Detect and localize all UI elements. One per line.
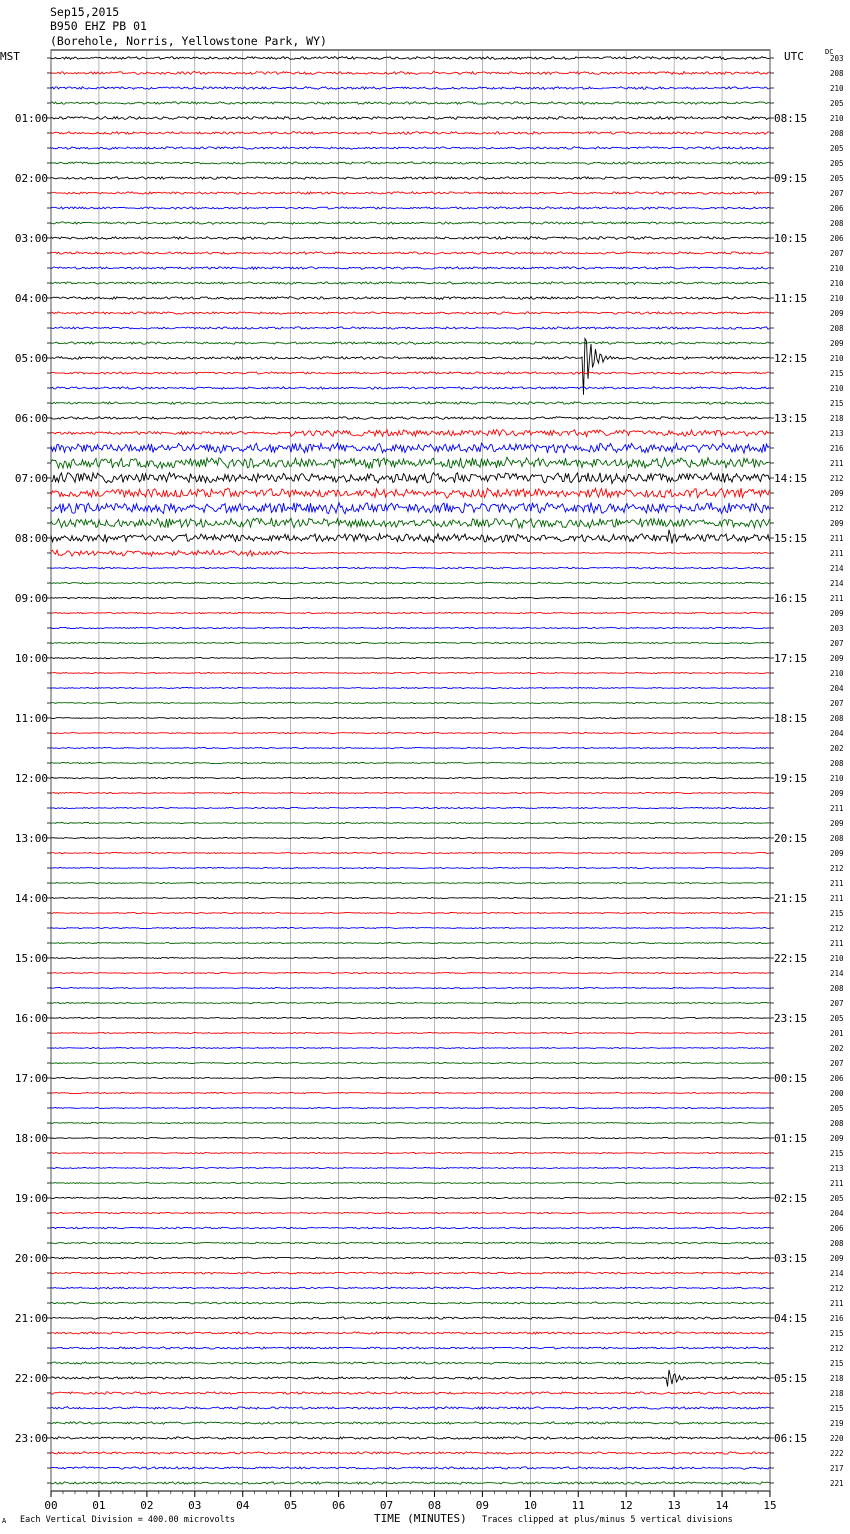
dc-offset-label: 207: [830, 999, 844, 1008]
trace-4: [51, 117, 770, 120]
dc-offset-label: 213: [830, 429, 844, 438]
seismic-traces: [51, 57, 770, 1485]
right-hour-label: 09:15: [774, 172, 808, 185]
right-hour-label: 16:15: [774, 592, 808, 605]
dc-offset-label: 211: [830, 534, 844, 543]
right-hour-label: 22:15: [774, 952, 808, 965]
trace-57: [51, 912, 770, 913]
dc-offset-label: 209: [830, 489, 844, 498]
trace-51: [51, 822, 770, 823]
dc-offset-label: 209: [830, 789, 844, 798]
trace-30: [51, 503, 770, 514]
right-hour-label: 15:15: [774, 532, 808, 545]
axis-labels: [15, 54, 844, 1512]
dc-offset-label: 217: [830, 1464, 844, 1473]
dc-offset-label: 211: [830, 804, 844, 813]
right-hour-label: 20:15: [774, 832, 808, 845]
trace-39: [51, 642, 770, 643]
dc-offset-label: 210: [830, 354, 844, 363]
x-tick-label-01: 01: [92, 1499, 106, 1512]
trace-54: [51, 867, 770, 868]
dc-offset-label: 215: [830, 399, 844, 408]
dc-offset-label: 218: [830, 414, 844, 423]
dc-offset-label: 209: [830, 654, 844, 663]
dc-offset-label: 212: [830, 924, 844, 933]
left-hour-label: 10:00: [14, 652, 48, 665]
x-tick-label-09: 09: [475, 1499, 490, 1512]
trace-41: [51, 672, 770, 673]
trace-62: [51, 987, 770, 988]
trace-45: [51, 732, 770, 733]
dc-offset-label: 211: [830, 459, 844, 468]
trace-27: [51, 457, 770, 468]
right-hour-label: 10:15: [774, 232, 808, 245]
trace-63: [51, 1002, 770, 1003]
dc-offset-label: 206: [830, 1074, 844, 1083]
dc-header-label: DC: [825, 48, 834, 56]
dc-offset-label: 210: [830, 114, 844, 123]
dc-offset-label: 211: [830, 594, 844, 603]
x-tick-label-12: 12: [619, 1499, 633, 1512]
trace-16: [51, 297, 770, 300]
trace-15: [51, 282, 770, 285]
right-hour-label: 01:15: [774, 1132, 808, 1145]
station-code: B950 EHZ PB 01: [50, 19, 147, 33]
dc-offset-label: 205: [830, 99, 844, 108]
right-hour-label: 21:15: [774, 892, 808, 905]
left-hour-label: 23:00: [14, 1432, 48, 1445]
dc-offset-label: 205: [830, 1194, 844, 1203]
dc-offset-label: 213: [830, 1164, 844, 1173]
dc-offset-label: 215: [830, 909, 844, 918]
dc-offset-label: 218: [830, 1389, 844, 1398]
dc-offset-label: 214: [830, 579, 844, 588]
trace-3: [51, 102, 770, 105]
trace-84: [51, 1317, 770, 1319]
trace-35: [51, 582, 770, 584]
trace-29: [51, 488, 770, 498]
trace-67: [51, 1062, 770, 1063]
footer-mark: A: [2, 1517, 7, 1525]
trace-2: [51, 87, 770, 90]
trace-7: [51, 162, 770, 165]
trace-20: [51, 339, 770, 395]
trace-38: [51, 627, 770, 629]
right-hour-label: 13:15: [774, 412, 808, 425]
trace-64: [51, 1017, 770, 1018]
dc-offset-label: 202: [830, 1044, 844, 1053]
dc-offset-label: 214: [830, 969, 844, 978]
left-hour-label: 17:00: [14, 1072, 48, 1085]
dc-offset-label: 211: [830, 549, 844, 558]
x-tick-label-03: 03: [188, 1499, 202, 1512]
x-tick-label-05: 05: [284, 1499, 298, 1512]
trace-8: [51, 177, 770, 180]
left-hour-label: 01:00: [14, 112, 48, 125]
dc-offset-label: 210: [830, 294, 844, 303]
dc-offset-label: 209: [830, 1254, 844, 1263]
trace-53: [51, 852, 770, 853]
dc-offset-label: 218: [830, 1374, 844, 1383]
left-hour-label: 19:00: [14, 1192, 48, 1205]
trace-42: [51, 687, 770, 688]
dc-offset-label: 211: [830, 1299, 844, 1308]
right-hour-label: 05:15: [774, 1372, 808, 1385]
dc-offset-label: 208: [830, 219, 844, 228]
dc-offset-label: 201: [830, 1029, 844, 1038]
trace-95: [51, 1482, 770, 1485]
dc-offset-label: 203: [830, 624, 844, 633]
trace-88: [51, 1370, 770, 1387]
trace-68: [51, 1077, 770, 1078]
left-hour-label: 03:00: [14, 232, 48, 245]
trace-82: [51, 1287, 770, 1289]
trace-77: [51, 1212, 770, 1214]
trace-0: [51, 57, 770, 60]
dc-offset-label: 207: [830, 249, 844, 258]
dc-offset-label: 216: [830, 444, 844, 453]
trace-43: [51, 702, 770, 703]
dc-offset-label: 209: [830, 519, 844, 528]
vertical-scale-note: Each Vertical Division = 400.00 microvolts: [20, 1515, 235, 1525]
left-hour-label: 08:00: [14, 532, 48, 545]
right-hour-label: 14:15: [774, 472, 808, 485]
right-hour-label: 17:15: [774, 652, 808, 665]
dc-offset-label: 203: [830, 54, 844, 63]
dc-offset-label: 211: [830, 939, 844, 948]
trace-26: [51, 443, 770, 453]
dc-offset-label: 210: [830, 264, 844, 273]
x-tick-label-13: 13: [667, 1499, 681, 1512]
x-tick-label-06: 06: [331, 1499, 346, 1512]
right-hour-label: 12:15: [774, 352, 808, 365]
dc-offset-label: 207: [830, 189, 844, 198]
dc-offset-label: 205: [830, 1014, 844, 1023]
dc-offset-label: 208: [830, 1119, 844, 1128]
right-hour-label: 06:15: [774, 1432, 808, 1445]
dc-offset-label: 212: [830, 504, 844, 513]
trace-89: [51, 1392, 770, 1395]
dc-offset-label: 212: [830, 864, 844, 873]
trace-60: [51, 957, 770, 958]
trace-79: [51, 1242, 770, 1244]
trace-65: [51, 1032, 770, 1033]
trace-94: [51, 1467, 770, 1470]
dc-offset-label: 208: [830, 324, 844, 333]
dc-offset-label: 211: [830, 879, 844, 888]
trace-23: [51, 402, 770, 405]
trace-34: [51, 567, 770, 569]
dc-offset-label: 206: [830, 1224, 844, 1233]
dc-offset-label: 204: [830, 729, 844, 738]
dc-offset-label: 209: [830, 819, 844, 828]
dc-offset-label: 205: [830, 1104, 844, 1113]
left-hour-label: 20:00: [14, 1252, 48, 1265]
x-tick-label-10: 10: [523, 1499, 537, 1512]
trace-80: [51, 1257, 770, 1259]
dc-offset-label: 215: [830, 369, 844, 378]
dc-offset-label: 207: [830, 699, 844, 708]
trace-76: [51, 1197, 770, 1199]
right-hour-label: 02:15: [774, 1192, 808, 1205]
dc-offset-label: 210: [830, 774, 844, 783]
trace-28: [51, 473, 770, 484]
trace-81: [51, 1272, 770, 1274]
dc-offset-label: 214: [830, 1269, 844, 1278]
dc-offset-label: 205: [830, 144, 844, 153]
right-hour-label: 23:15: [774, 1012, 808, 1025]
trace-72: [51, 1137, 770, 1138]
trace-90: [51, 1407, 770, 1410]
dc-offset-label: 210: [830, 669, 844, 678]
right-hour-label: 00:15: [774, 1072, 808, 1085]
left-hour-label: 21:00: [14, 1312, 48, 1325]
trace-75: [51, 1182, 770, 1183]
dc-offset-label: 212: [830, 1344, 844, 1353]
dc-offset-label: 204: [830, 1209, 844, 1218]
dc-offset-label: 208: [830, 1239, 844, 1248]
left-hour-label: 13:00: [14, 832, 48, 845]
dc-offset-label: 208: [830, 69, 844, 78]
dc-offset-label: 209: [830, 1134, 844, 1143]
left-hour-label: 04:00: [14, 292, 48, 305]
trace-37: [51, 612, 770, 614]
dc-offset-label: 210: [830, 954, 844, 963]
dc-offset-label: 221: [830, 1479, 844, 1488]
trace-12: [51, 237, 770, 240]
trace-22: [51, 387, 770, 390]
trace-78: [51, 1227, 770, 1229]
dc-offset-label: 204: [830, 684, 844, 693]
dc-offset-label: 209: [830, 609, 844, 618]
dc-offset-label: 210: [830, 384, 844, 393]
trace-1: [51, 72, 770, 75]
left-hour-label: 06:00: [14, 412, 48, 425]
trace-6: [51, 147, 770, 149]
dc-offset-label: 209: [830, 849, 844, 858]
dc-offset-label: 208: [830, 714, 844, 723]
plot-date: Sep15,2015: [50, 5, 120, 19]
left-hour-label: 15:00: [14, 952, 48, 965]
dc-offset-label: 215: [830, 1329, 844, 1338]
plot-frame: [51, 50, 770, 1491]
trace-44: [51, 717, 770, 718]
station-location: (Borehole, Norris, Yellowstone Park, WY): [50, 34, 327, 48]
trace-58: [51, 927, 770, 928]
trace-61: [51, 972, 770, 973]
trace-17: [51, 312, 770, 314]
trace-91: [51, 1422, 770, 1425]
trace-47: [51, 762, 770, 763]
dc-offset-label: 214: [830, 564, 844, 573]
trace-46: [51, 747, 770, 748]
clip-note: Traces clipped at plus/minus 5 vertical divisions: [482, 1515, 733, 1525]
trace-87: [51, 1362, 770, 1364]
trace-49: [51, 792, 770, 793]
trace-11: [51, 222, 770, 225]
dc-offset-label: 205: [830, 174, 844, 183]
trace-66: [51, 1047, 770, 1048]
left-hour-label: 02:00: [14, 172, 48, 185]
x-axis-title: TIME (MINUTES): [374, 1512, 467, 1525]
trace-19: [51, 342, 770, 345]
left-hour-label: 09:00: [14, 592, 48, 605]
trace-86: [51, 1347, 770, 1349]
dc-offset-label: 206: [830, 234, 844, 243]
trace-74: [51, 1167, 770, 1168]
dc-offset-label: 205: [830, 159, 844, 168]
left-hour-label: 07:00: [14, 472, 48, 485]
trace-48: [51, 777, 770, 779]
trace-18: [51, 327, 770, 330]
dc-offset-label: 210: [830, 84, 844, 93]
dc-offset-label: 209: [830, 309, 844, 318]
dc-offset-label: 210: [830, 279, 844, 288]
trace-40: [51, 657, 770, 658]
right-hour-label: 04:15: [774, 1312, 808, 1325]
dc-offset-label: 215: [830, 1149, 844, 1158]
dc-offset-label: 219: [830, 1419, 844, 1428]
right-timezone-label: UTC: [784, 50, 804, 63]
dc-offset-label: 206: [830, 204, 844, 213]
dc-offset-label: 215: [830, 1359, 844, 1368]
left-hour-label: 14:00: [14, 892, 48, 905]
trace-31: [51, 518, 770, 528]
trace-70: [51, 1107, 770, 1108]
dc-offset-label: 209: [830, 339, 844, 348]
x-tick-label-15: 15: [763, 1499, 777, 1512]
trace-25: [51, 430, 770, 437]
right-hour-label: 18:15: [774, 712, 808, 725]
trace-13: [51, 252, 770, 255]
x-tick-label-07: 07: [379, 1499, 394, 1512]
dc-offset-label: 208: [830, 759, 844, 768]
dc-offset-label: 200: [830, 1089, 844, 1098]
trace-5: [51, 132, 770, 135]
trace-93: [51, 1452, 770, 1455]
dc-offset-label: 208: [830, 129, 844, 138]
left-timezone-label: MST: [0, 50, 20, 63]
dc-offset-label: 208: [830, 834, 844, 843]
trace-24: [51, 417, 770, 420]
trace-10: [51, 207, 770, 209]
trace-9: [51, 192, 770, 195]
dc-offset-label: 208: [830, 984, 844, 993]
dc-offset-label: 212: [830, 474, 844, 483]
trace-92: [51, 1437, 770, 1440]
x-tick-label-00: 00: [44, 1499, 58, 1512]
dc-offset-label: 222: [830, 1449, 844, 1458]
trace-56: [51, 897, 770, 898]
left-hour-label: 18:00: [14, 1132, 48, 1145]
x-tick-label-11: 11: [571, 1499, 585, 1512]
trace-71: [51, 1122, 770, 1123]
trace-59: [51, 942, 770, 943]
trace-50: [51, 807, 770, 808]
x-tick-label-08: 08: [427, 1499, 442, 1512]
right-hour-label: 11:15: [774, 292, 808, 305]
dc-offset-label: 202: [830, 744, 844, 753]
trace-36: [51, 597, 770, 599]
x-tick-label-04: 04: [236, 1499, 250, 1512]
x-tick-label-14: 14: [715, 1499, 729, 1512]
dc-offset-label: 215: [830, 1404, 844, 1413]
left-hour-label: 05:00: [14, 352, 48, 365]
trace-21: [51, 372, 770, 374]
dc-offset-label: 207: [830, 1059, 844, 1068]
left-hour-label: 22:00: [14, 1372, 48, 1385]
trace-73: [51, 1152, 770, 1153]
right-hour-label: 19:15: [774, 772, 808, 785]
dc-offset-label: 207: [830, 639, 844, 648]
trace-32: [51, 530, 770, 544]
dc-offset-label: 211: [830, 894, 844, 903]
left-hour-label: 12:00: [14, 772, 48, 785]
trace-33: [51, 550, 770, 556]
left-hour-label: 11:00: [14, 712, 48, 725]
x-tick-label-02: 02: [140, 1499, 154, 1512]
trace-83: [51, 1302, 770, 1304]
trace-85: [51, 1332, 770, 1334]
trace-14: [51, 267, 770, 270]
dc-offset-label: 220: [830, 1434, 844, 1443]
trace-55: [51, 882, 770, 883]
trace-69: [51, 1092, 770, 1093]
right-hour-label: 03:15: [774, 1252, 808, 1265]
dc-offset-label: 211: [830, 1179, 844, 1188]
dc-offset-label: 212: [830, 1284, 844, 1293]
trace-52: [51, 837, 770, 838]
dc-offset-label: 216: [830, 1314, 844, 1323]
right-hour-label: 08:15: [774, 112, 808, 125]
left-hour-label: 16:00: [14, 1012, 48, 1025]
